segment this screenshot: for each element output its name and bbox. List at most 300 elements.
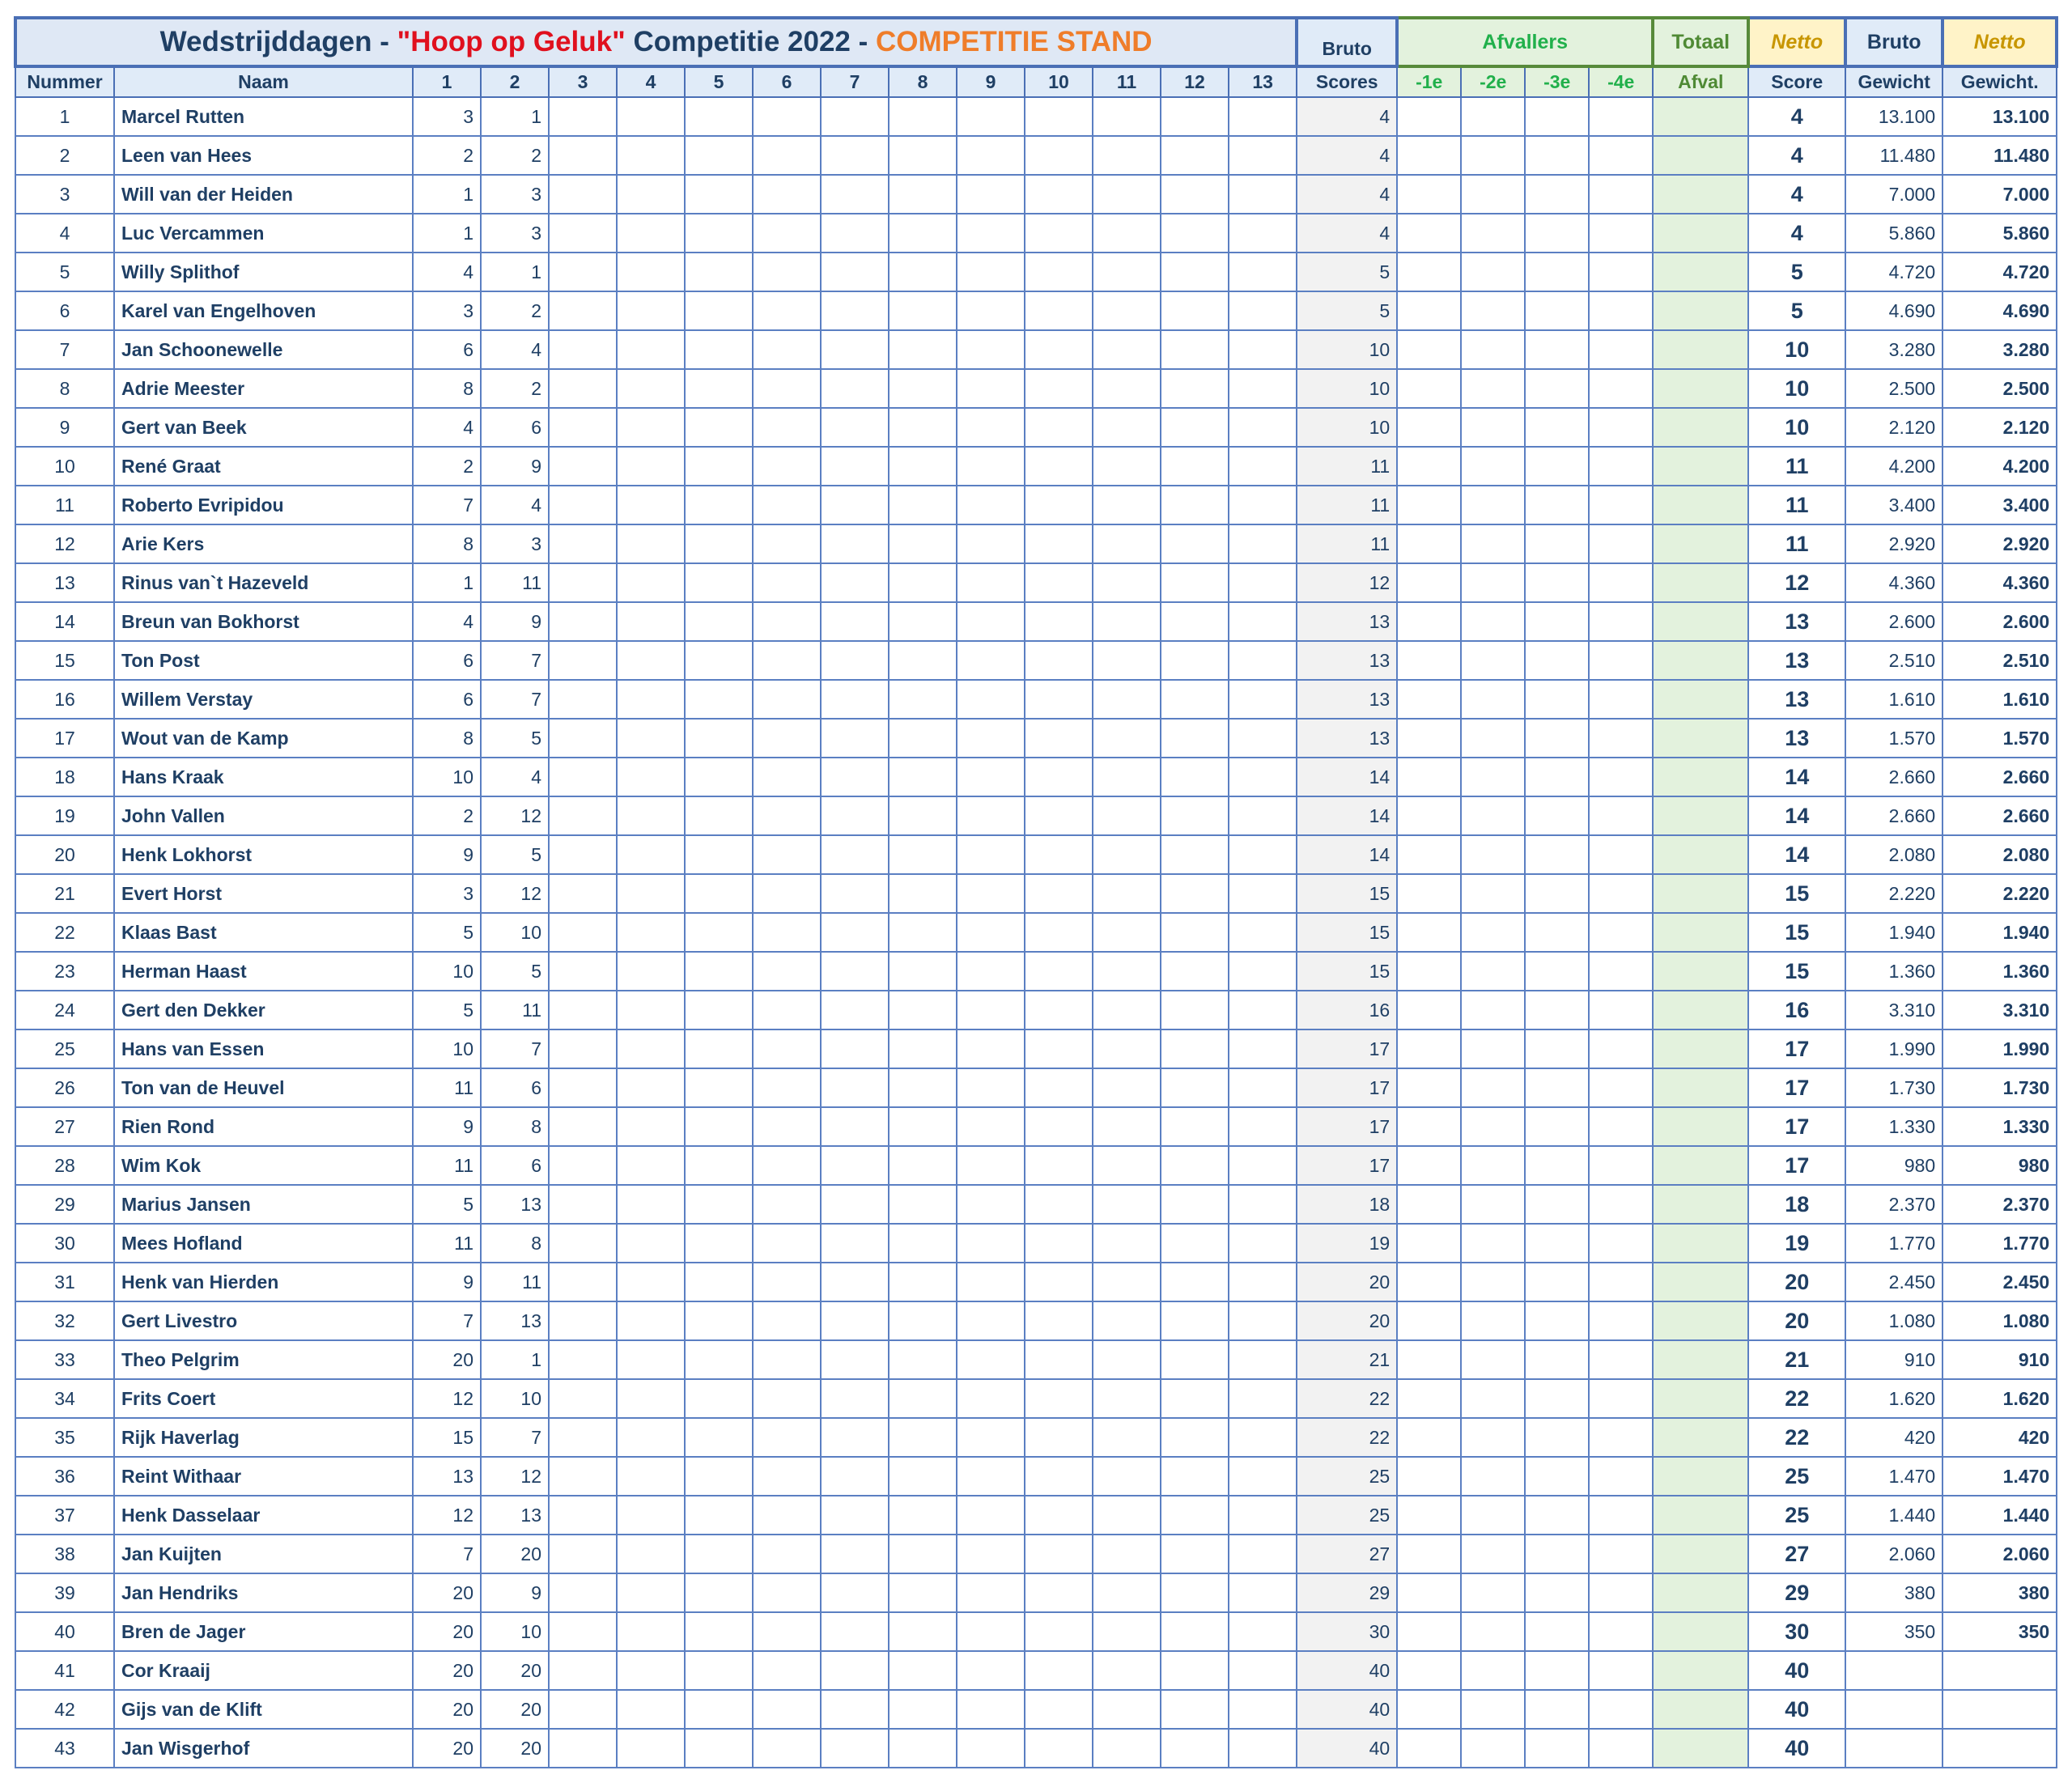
cell-day-5[interactable] — [685, 602, 753, 641]
cell-day-6[interactable] — [753, 835, 821, 874]
cell-day-4[interactable] — [617, 1457, 685, 1496]
cell-naam[interactable]: Willy Splithof — [114, 253, 413, 291]
cell-day-5[interactable] — [685, 796, 753, 835]
cell-day-9[interactable] — [957, 835, 1025, 874]
cell-netto-gewicht[interactable]: 3.280 — [1942, 330, 2057, 369]
cell-day-10[interactable] — [1025, 136, 1093, 175]
cell-day-9[interactable] — [957, 1224, 1025, 1263]
cell-day-3[interactable] — [549, 175, 617, 214]
cell-day-2[interactable]: 5 — [481, 952, 549, 991]
cell-afval-total[interactable] — [1653, 796, 1748, 835]
cell-day-10[interactable] — [1025, 835, 1093, 874]
cell-day-1[interactable]: 15 — [413, 1418, 481, 1457]
cell-netto-score[interactable]: 22 — [1748, 1379, 1845, 1418]
cell-day-12[interactable] — [1161, 563, 1229, 602]
cell-day-13[interactable] — [1229, 447, 1297, 486]
cell-afval-total[interactable] — [1653, 758, 1748, 796]
cell-day-8[interactable] — [889, 214, 957, 253]
cell-bruto-score[interactable]: 16 — [1297, 991, 1397, 1029]
cell-afval-total[interactable] — [1653, 175, 1748, 214]
cell-day-13[interactable] — [1229, 1379, 1297, 1418]
cell-afval-2[interactable] — [1461, 563, 1525, 602]
cell-afval-3[interactable] — [1525, 1690, 1589, 1729]
cell-day-8[interactable] — [889, 1340, 957, 1379]
cell-day-9[interactable] — [957, 952, 1025, 991]
cell-day-2[interactable]: 20 — [481, 1651, 549, 1690]
cell-day-11[interactable] — [1093, 1068, 1161, 1107]
cell-bruto-gewicht[interactable]: 7.000 — [1845, 175, 1942, 214]
cell-day-4[interactable] — [617, 796, 685, 835]
cell-nummer[interactable]: 12 — [15, 524, 114, 563]
cell-naam[interactable]: Evert Horst — [114, 874, 413, 913]
cell-netto-gewicht[interactable]: 1.330 — [1942, 1107, 2057, 1146]
cell-day-12[interactable] — [1161, 991, 1229, 1029]
cell-day-1[interactable]: 6 — [413, 330, 481, 369]
cell-day-11[interactable] — [1093, 330, 1161, 369]
cell-day-1[interactable]: 1 — [413, 175, 481, 214]
cell-day-4[interactable] — [617, 835, 685, 874]
cell-day-10[interactable] — [1025, 1068, 1093, 1107]
cell-naam[interactable]: Gert van Beek — [114, 408, 413, 447]
cell-day-1[interactable]: 10 — [413, 1029, 481, 1068]
cell-day-1[interactable]: 20 — [413, 1729, 481, 1768]
cell-day-6[interactable] — [753, 136, 821, 175]
cell-day-4[interactable] — [617, 602, 685, 641]
cell-afval-total[interactable] — [1653, 1729, 1748, 1768]
cell-bruto-gewicht[interactable]: 2.600 — [1845, 602, 1942, 641]
cell-day-5[interactable] — [685, 680, 753, 719]
cell-day-2[interactable]: 1 — [481, 1340, 549, 1379]
cell-day-13[interactable] — [1229, 602, 1297, 641]
cell-day-13[interactable] — [1229, 758, 1297, 796]
cell-day-8[interactable] — [889, 524, 957, 563]
cell-day-10[interactable] — [1025, 1029, 1093, 1068]
cell-afval-2[interactable] — [1461, 1651, 1525, 1690]
cell-day-7[interactable] — [821, 447, 889, 486]
cell-day-10[interactable] — [1025, 563, 1093, 602]
cell-day-12[interactable] — [1161, 1457, 1229, 1496]
cell-day-13[interactable] — [1229, 486, 1297, 524]
cell-day-2[interactable]: 1 — [481, 253, 549, 291]
cell-day-2[interactable]: 3 — [481, 175, 549, 214]
cell-day-10[interactable] — [1025, 913, 1093, 952]
cell-day-2[interactable]: 5 — [481, 719, 549, 758]
cell-day-10[interactable] — [1025, 408, 1093, 447]
cell-day-13[interactable] — [1229, 369, 1297, 408]
cell-day-4[interactable] — [617, 1224, 685, 1263]
cell-day-10[interactable] — [1025, 1612, 1093, 1651]
cell-afval-2[interactable] — [1461, 408, 1525, 447]
cell-naam[interactable]: John Vallen — [114, 796, 413, 835]
cell-bruto-gewicht[interactable]: 1.360 — [1845, 952, 1942, 991]
cell-afval-2[interactable] — [1461, 486, 1525, 524]
cell-day-11[interactable] — [1093, 1535, 1161, 1573]
cell-day-11[interactable] — [1093, 719, 1161, 758]
cell-day-7[interactable] — [821, 563, 889, 602]
cell-afval-1[interactable] — [1397, 1224, 1461, 1263]
cell-bruto-gewicht[interactable]: 11.480 — [1845, 136, 1942, 175]
cell-afval-4[interactable] — [1589, 1301, 1653, 1340]
cell-naam[interactable]: Arie Kers — [114, 524, 413, 563]
cell-day-9[interactable] — [957, 1496, 1025, 1535]
cell-day-12[interactable] — [1161, 1651, 1229, 1690]
cell-afval-1[interactable] — [1397, 1651, 1461, 1690]
cell-day-6[interactable] — [753, 641, 821, 680]
cell-day-8[interactable] — [889, 680, 957, 719]
cell-day-9[interactable] — [957, 602, 1025, 641]
cell-day-1[interactable]: 2 — [413, 136, 481, 175]
cell-day-1[interactable]: 2 — [413, 796, 481, 835]
cell-day-6[interactable] — [753, 291, 821, 330]
cell-nummer[interactable]: 38 — [15, 1535, 114, 1573]
cell-day-9[interactable] — [957, 447, 1025, 486]
cell-day-10[interactable] — [1025, 97, 1093, 136]
cell-day-6[interactable] — [753, 719, 821, 758]
cell-day-7[interactable] — [821, 1068, 889, 1107]
cell-day-7[interactable] — [821, 1029, 889, 1068]
cell-day-9[interactable] — [957, 680, 1025, 719]
cell-day-10[interactable] — [1025, 1496, 1093, 1535]
cell-netto-score[interactable]: 22 — [1748, 1418, 1845, 1457]
cell-afval-1[interactable] — [1397, 563, 1461, 602]
cell-day-11[interactable] — [1093, 1651, 1161, 1690]
cell-afval-2[interactable] — [1461, 680, 1525, 719]
cell-nummer[interactable]: 19 — [15, 796, 114, 835]
cell-day-13[interactable] — [1229, 214, 1297, 253]
cell-nummer[interactable]: 35 — [15, 1418, 114, 1457]
cell-day-13[interactable] — [1229, 408, 1297, 447]
cell-bruto-score[interactable]: 29 — [1297, 1573, 1397, 1612]
cell-afval-4[interactable] — [1589, 1496, 1653, 1535]
cell-afval-1[interactable] — [1397, 524, 1461, 563]
cell-day-4[interactable] — [617, 758, 685, 796]
cell-afval-2[interactable] — [1461, 369, 1525, 408]
cell-day-10[interactable] — [1025, 1224, 1093, 1263]
cell-day-5[interactable] — [685, 524, 753, 563]
cell-day-3[interactable] — [549, 253, 617, 291]
cell-day-12[interactable] — [1161, 1535, 1229, 1573]
cell-day-1[interactable]: 20 — [413, 1651, 481, 1690]
cell-day-5[interactable] — [685, 1185, 753, 1224]
cell-naam[interactable]: Karel van Engelhoven — [114, 291, 413, 330]
cell-day-8[interactable] — [889, 874, 957, 913]
cell-day-11[interactable] — [1093, 796, 1161, 835]
cell-day-3[interactable] — [549, 524, 617, 563]
cell-bruto-score[interactable]: 4 — [1297, 175, 1397, 214]
cell-day-10[interactable] — [1025, 1146, 1093, 1185]
cell-day-5[interactable] — [685, 1418, 753, 1457]
cell-day-8[interactable] — [889, 136, 957, 175]
cell-day-8[interactable] — [889, 563, 957, 602]
cell-afval-3[interactable] — [1525, 1263, 1589, 1301]
cell-afval-3[interactable] — [1525, 719, 1589, 758]
cell-afval-1[interactable] — [1397, 97, 1461, 136]
cell-day-7[interactable] — [821, 291, 889, 330]
cell-day-4[interactable] — [617, 913, 685, 952]
cell-afval-3[interactable] — [1525, 175, 1589, 214]
cell-bruto-score[interactable]: 14 — [1297, 835, 1397, 874]
cell-bruto-score[interactable]: 15 — [1297, 874, 1397, 913]
cell-day-7[interactable] — [821, 1146, 889, 1185]
cell-day-7[interactable] — [821, 369, 889, 408]
cell-netto-score[interactable]: 11 — [1748, 447, 1845, 486]
cell-day-12[interactable] — [1161, 835, 1229, 874]
cell-afval-4[interactable] — [1589, 952, 1653, 991]
cell-netto-score[interactable]: 30 — [1748, 1612, 1845, 1651]
cell-naam[interactable]: Henk Lokhorst — [114, 835, 413, 874]
cell-day-5[interactable] — [685, 136, 753, 175]
cell-nummer[interactable]: 13 — [15, 563, 114, 602]
cell-day-9[interactable] — [957, 874, 1025, 913]
cell-day-6[interactable] — [753, 486, 821, 524]
cell-bruto-gewicht[interactable]: 1.770 — [1845, 1224, 1942, 1263]
cell-day-10[interactable] — [1025, 991, 1093, 1029]
cell-afval-1[interactable] — [1397, 1340, 1461, 1379]
cell-bruto-gewicht[interactable]: 420 — [1845, 1418, 1942, 1457]
cell-day-9[interactable] — [957, 1340, 1025, 1379]
cell-day-6[interactable] — [753, 97, 821, 136]
cell-bruto-score[interactable]: 13 — [1297, 680, 1397, 719]
cell-day-5[interactable] — [685, 1729, 753, 1768]
cell-day-8[interactable] — [889, 1457, 957, 1496]
cell-naam[interactable]: Herman Haast — [114, 952, 413, 991]
cell-afval-3[interactable] — [1525, 991, 1589, 1029]
cell-netto-score[interactable]: 17 — [1748, 1029, 1845, 1068]
cell-afval-3[interactable] — [1525, 291, 1589, 330]
cell-day-8[interactable] — [889, 1535, 957, 1573]
cell-afval-2[interactable] — [1461, 1107, 1525, 1146]
cell-day-11[interactable] — [1093, 1690, 1161, 1729]
cell-afval-2[interactable] — [1461, 330, 1525, 369]
cell-afval-4[interactable] — [1589, 486, 1653, 524]
cell-day-5[interactable] — [685, 214, 753, 253]
cell-day-6[interactable] — [753, 214, 821, 253]
cell-bruto-score[interactable]: 22 — [1297, 1418, 1397, 1457]
cell-afval-1[interactable] — [1397, 602, 1461, 641]
cell-day-3[interactable] — [549, 1068, 617, 1107]
cell-bruto-gewicht[interactable]: 3.400 — [1845, 486, 1942, 524]
cell-day-12[interactable] — [1161, 136, 1229, 175]
cell-day-13[interactable] — [1229, 1729, 1297, 1768]
cell-afval-4[interactable] — [1589, 1418, 1653, 1457]
cell-day-6[interactable] — [753, 563, 821, 602]
cell-afval-total[interactable] — [1653, 602, 1748, 641]
cell-afval-3[interactable] — [1525, 447, 1589, 486]
cell-day-7[interactable] — [821, 602, 889, 641]
cell-netto-score[interactable]: 15 — [1748, 874, 1845, 913]
cell-netto-gewicht[interactable] — [1942, 1729, 2057, 1768]
cell-day-3[interactable] — [549, 447, 617, 486]
cell-day-7[interactable] — [821, 408, 889, 447]
cell-day-9[interactable] — [957, 253, 1025, 291]
cell-day-12[interactable] — [1161, 330, 1229, 369]
cell-day-9[interactable] — [957, 214, 1025, 253]
cell-afval-total[interactable] — [1653, 1418, 1748, 1457]
cell-day-11[interactable] — [1093, 1301, 1161, 1340]
cell-day-3[interactable] — [549, 758, 617, 796]
cell-afval-3[interactable] — [1525, 758, 1589, 796]
cell-afval-1[interactable] — [1397, 719, 1461, 758]
cell-day-10[interactable] — [1025, 175, 1093, 214]
cell-afval-2[interactable] — [1461, 952, 1525, 991]
cell-afval-3[interactable] — [1525, 408, 1589, 447]
cell-afval-2[interactable] — [1461, 1379, 1525, 1418]
cell-afval-3[interactable] — [1525, 835, 1589, 874]
cell-day-8[interactable] — [889, 602, 957, 641]
cell-nummer[interactable]: 33 — [15, 1340, 114, 1379]
cell-bruto-gewicht[interactable]: 2.920 — [1845, 524, 1942, 563]
cell-afval-2[interactable] — [1461, 835, 1525, 874]
cell-day-11[interactable] — [1093, 291, 1161, 330]
cell-day-13[interactable] — [1229, 136, 1297, 175]
cell-nummer[interactable]: 37 — [15, 1496, 114, 1535]
cell-day-11[interactable] — [1093, 1496, 1161, 1535]
cell-day-10[interactable] — [1025, 1457, 1093, 1496]
cell-netto-score[interactable]: 15 — [1748, 952, 1845, 991]
cell-day-8[interactable] — [889, 1146, 957, 1185]
cell-day-12[interactable] — [1161, 1301, 1229, 1340]
cell-day-2[interactable]: 13 — [481, 1301, 549, 1340]
cell-day-1[interactable]: 8 — [413, 369, 481, 408]
cell-afval-total[interactable] — [1653, 641, 1748, 680]
cell-nummer[interactable]: 7 — [15, 330, 114, 369]
cell-nummer[interactable]: 22 — [15, 913, 114, 952]
cell-day-7[interactable] — [821, 1690, 889, 1729]
cell-afval-1[interactable] — [1397, 991, 1461, 1029]
cell-day-13[interactable] — [1229, 1690, 1297, 1729]
cell-day-4[interactable] — [617, 214, 685, 253]
cell-day-5[interactable] — [685, 1068, 753, 1107]
cell-day-10[interactable] — [1025, 1690, 1093, 1729]
cell-day-12[interactable] — [1161, 1340, 1229, 1379]
cell-bruto-score[interactable]: 4 — [1297, 97, 1397, 136]
cell-afval-3[interactable] — [1525, 524, 1589, 563]
cell-day-12[interactable] — [1161, 214, 1229, 253]
cell-bruto-score[interactable]: 11 — [1297, 524, 1397, 563]
cell-day-9[interactable] — [957, 1690, 1025, 1729]
cell-afval-total[interactable] — [1653, 214, 1748, 253]
cell-afval-4[interactable] — [1589, 214, 1653, 253]
cell-afval-1[interactable] — [1397, 680, 1461, 719]
cell-day-3[interactable] — [549, 874, 617, 913]
cell-day-5[interactable] — [685, 447, 753, 486]
cell-day-7[interactable] — [821, 719, 889, 758]
cell-bruto-score[interactable]: 17 — [1297, 1107, 1397, 1146]
cell-day-2[interactable]: 3 — [481, 524, 549, 563]
cell-day-13[interactable] — [1229, 913, 1297, 952]
cell-day-11[interactable] — [1093, 1146, 1161, 1185]
cell-day-6[interactable] — [753, 1690, 821, 1729]
cell-day-11[interactable] — [1093, 1224, 1161, 1263]
cell-day-9[interactable] — [957, 175, 1025, 214]
cell-day-13[interactable] — [1229, 1340, 1297, 1379]
cell-day-6[interactable] — [753, 1029, 821, 1068]
cell-netto-gewicht[interactable]: 2.060 — [1942, 1535, 2057, 1573]
cell-bruto-gewicht[interactable]: 2.660 — [1845, 758, 1942, 796]
cell-netto-score[interactable]: 10 — [1748, 330, 1845, 369]
cell-afval-3[interactable] — [1525, 486, 1589, 524]
cell-bruto-score[interactable]: 40 — [1297, 1690, 1397, 1729]
cell-day-12[interactable] — [1161, 369, 1229, 408]
cell-day-4[interactable] — [617, 1146, 685, 1185]
cell-day-6[interactable] — [753, 602, 821, 641]
cell-afval-3[interactable] — [1525, 1418, 1589, 1457]
cell-afval-3[interactable] — [1525, 1573, 1589, 1612]
cell-day-7[interactable] — [821, 486, 889, 524]
cell-day-1[interactable]: 1 — [413, 563, 481, 602]
cell-day-7[interactable] — [821, 1301, 889, 1340]
cell-day-8[interactable] — [889, 1068, 957, 1107]
cell-day-2[interactable]: 10 — [481, 1612, 549, 1651]
cell-day-5[interactable] — [685, 408, 753, 447]
cell-day-12[interactable] — [1161, 1729, 1229, 1768]
cell-day-3[interactable] — [549, 1107, 617, 1146]
cell-netto-score[interactable]: 10 — [1748, 369, 1845, 408]
cell-bruto-gewicht[interactable]: 13.100 — [1845, 97, 1942, 136]
cell-day-3[interactable] — [549, 369, 617, 408]
cell-day-8[interactable] — [889, 486, 957, 524]
cell-day-2[interactable]: 11 — [481, 991, 549, 1029]
cell-bruto-gewicht[interactable]: 2.370 — [1845, 1185, 1942, 1224]
cell-day-12[interactable] — [1161, 1107, 1229, 1146]
cell-day-5[interactable] — [685, 913, 753, 952]
cell-day-3[interactable] — [549, 641, 617, 680]
cell-day-1[interactable]: 4 — [413, 253, 481, 291]
cell-day-5[interactable] — [685, 1496, 753, 1535]
cell-naam[interactable]: Roberto Evripidou — [114, 486, 413, 524]
cell-bruto-gewicht[interactable]: 3.280 — [1845, 330, 1942, 369]
cell-afval-1[interactable] — [1397, 1690, 1461, 1729]
cell-bruto-gewicht[interactable]: 2.450 — [1845, 1263, 1942, 1301]
cell-netto-score[interactable]: 13 — [1748, 641, 1845, 680]
cell-day-3[interactable] — [549, 486, 617, 524]
cell-afval-2[interactable] — [1461, 641, 1525, 680]
cell-day-12[interactable] — [1161, 1379, 1229, 1418]
cell-day-11[interactable] — [1093, 369, 1161, 408]
cell-afval-3[interactable] — [1525, 602, 1589, 641]
cell-day-3[interactable] — [549, 680, 617, 719]
cell-day-1[interactable]: 3 — [413, 291, 481, 330]
cell-netto-score[interactable]: 40 — [1748, 1651, 1845, 1690]
cell-day-12[interactable] — [1161, 1690, 1229, 1729]
cell-afval-total[interactable] — [1653, 1457, 1748, 1496]
cell-netto-score[interactable]: 14 — [1748, 835, 1845, 874]
cell-bruto-gewicht[interactable]: 1.470 — [1845, 1457, 1942, 1496]
cell-day-7[interactable] — [821, 1457, 889, 1496]
cell-day-3[interactable] — [549, 408, 617, 447]
cell-day-3[interactable] — [549, 1224, 617, 1263]
cell-day-4[interactable] — [617, 1612, 685, 1651]
cell-afval-1[interactable] — [1397, 136, 1461, 175]
cell-afval-2[interactable] — [1461, 1146, 1525, 1185]
cell-day-9[interactable] — [957, 1573, 1025, 1612]
cell-day-6[interactable] — [753, 1612, 821, 1651]
cell-day-10[interactable] — [1025, 330, 1093, 369]
cell-bruto-gewicht[interactable]: 1.620 — [1845, 1379, 1942, 1418]
cell-afval-3[interactable] — [1525, 330, 1589, 369]
cell-afval-1[interactable] — [1397, 1107, 1461, 1146]
cell-day-10[interactable] — [1025, 1263, 1093, 1301]
cell-day-7[interactable] — [821, 913, 889, 952]
cell-day-5[interactable] — [685, 330, 753, 369]
cell-afval-total[interactable] — [1653, 1690, 1748, 1729]
cell-day-5[interactable] — [685, 1379, 753, 1418]
cell-afval-total[interactable] — [1653, 1263, 1748, 1301]
cell-netto-score[interactable]: 27 — [1748, 1535, 1845, 1573]
cell-bruto-gewicht[interactable]: 1.990 — [1845, 1029, 1942, 1068]
cell-day-9[interactable] — [957, 291, 1025, 330]
cell-day-7[interactable] — [821, 97, 889, 136]
